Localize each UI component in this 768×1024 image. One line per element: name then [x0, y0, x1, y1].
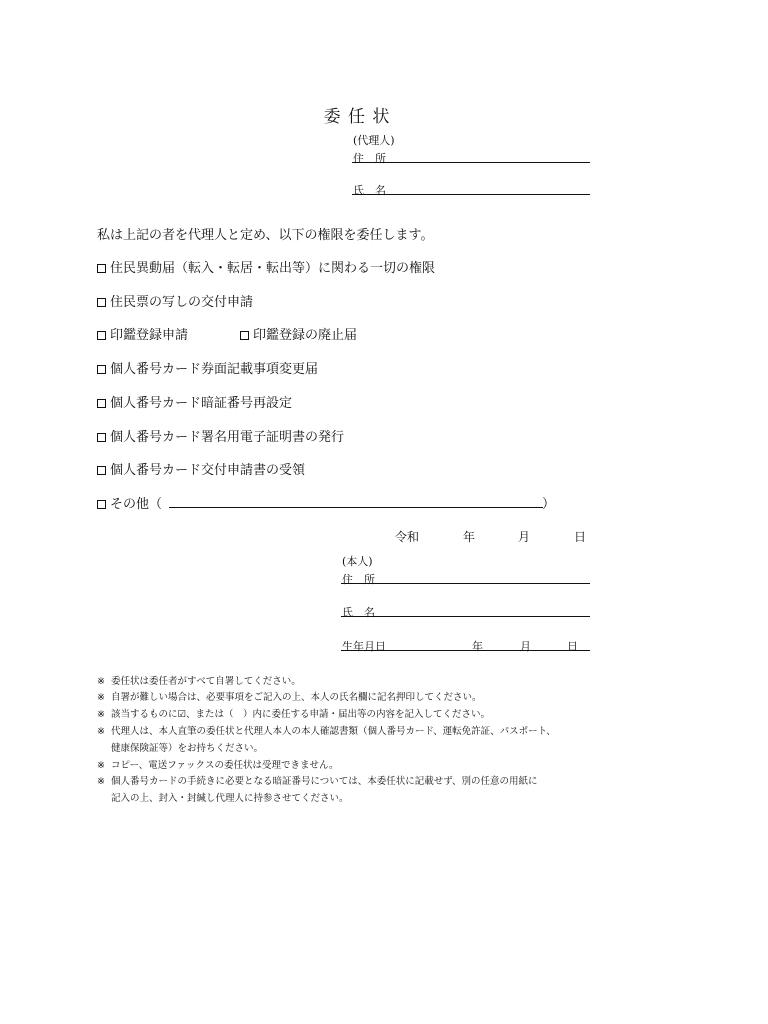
birthdate-month: 月 — [520, 640, 531, 653]
birthdate-day: 日 — [567, 640, 578, 653]
checkbox[interactable] — [97, 298, 106, 307]
date-day: 日 — [574, 530, 587, 544]
document-title: 委 任 状 — [323, 107, 391, 127]
checkbox-item-card-change[interactable] — [97, 358, 318, 377]
checkbox-item-relocation[interactable] — [97, 257, 435, 276]
checkbox-item-signature-cert[interactable] — [97, 426, 344, 445]
agent-name-field[interactable] — [352, 194, 590, 195]
birthdate-field[interactable] — [341, 650, 590, 651]
note-4-continued: 健康保険証等）をお持ちください。 — [111, 743, 264, 754]
note-text: コピー、電送ファックスの委任状は受理できません。 — [111, 760, 339, 771]
checkbox[interactable] — [97, 365, 106, 374]
agent-heading: (代理人) — [353, 134, 395, 147]
checkbox-item-seal-registration[interactable] — [97, 324, 188, 343]
agent-address-field[interactable] — [352, 162, 590, 163]
agent-name-label: 氏 名 — [353, 184, 386, 197]
birthdate-year: 年 — [472, 640, 483, 653]
note-mark: ※ — [97, 676, 105, 687]
other-details-field[interactable] — [169, 507, 543, 508]
note-text: 該当するものに☑、または（ ）内に委任する申請・届出等の内容を記入してください。 — [111, 709, 491, 720]
note-mark: ※ — [97, 760, 105, 771]
note-3 — [97, 706, 490, 720]
checkbox[interactable] — [97, 500, 106, 509]
checkbox-label: 個人番号カード券面記載事項変更届 — [110, 362, 319, 377]
date-year: 年 — [463, 530, 476, 544]
principal-address-field[interactable] — [341, 583, 590, 584]
note-text: 個人番号カードの手続きに必要となる暗証番号については、本委任状に記載せず、別の任意の用紙に — [111, 776, 538, 787]
checkbox-label: 個人番号カード署名用電子証明書の発行 — [110, 430, 345, 445]
checkbox[interactable] — [97, 433, 106, 442]
note-text: 代理人は、本人直筆の委任状と代理人本人の本人確認書類（個人番号カード、運転免許証、パスポート、 — [111, 726, 556, 737]
checkbox[interactable] — [97, 466, 106, 475]
checkbox-item-pin-reset[interactable] — [97, 392, 292, 411]
checkbox[interactable] — [97, 264, 106, 273]
checkbox-item-residence-copy[interactable] — [97, 291, 253, 310]
note-2 — [97, 689, 482, 703]
note-mark: ※ — [97, 726, 105, 737]
principal-heading: (本人) — [342, 555, 373, 568]
agent-address-label: 住 所 — [353, 152, 386, 165]
checkbox-label: 住民異動届（転入・転居・転出等）に関わる一切の権限 — [110, 261, 436, 276]
note-1 — [97, 673, 301, 687]
checkbox-label: 住民票の写しの交付申請 — [110, 295, 254, 310]
checkbox-item-seal-abolition[interactable] — [240, 324, 357, 343]
note-6 — [97, 773, 538, 787]
checkbox-item-other[interactable] — [97, 493, 162, 512]
note-text: 自署が難しい場合は、必要事項をご記入の上、本人の氏名欄に記名押印してください。 — [111, 692, 482, 703]
declaration-text: 私は上記の者を代理人と定め、以下の権限を委任します。 — [97, 228, 434, 243]
birthdate-label: 生年月日 — [342, 640, 386, 653]
checkbox-label: 個人番号カード交付申請書の受領 — [110, 463, 306, 478]
note-6-continued: 記入の上、封入・封緘し代理人に持参させてください。 — [111, 793, 349, 804]
checkbox-label: 印鑑登録申請 — [110, 328, 189, 343]
checkbox[interactable] — [97, 399, 106, 408]
principal-name-label: 氏 名 — [342, 606, 375, 619]
checkbox-label: 印鑑登録の廃止届 — [253, 328, 358, 343]
checkbox-label: その他（ — [110, 497, 163, 512]
other-close-paren: ） — [542, 497, 556, 512]
checkbox[interactable] — [240, 331, 249, 340]
checkbox-label: 個人番号カード暗証番号再設定 — [110, 396, 293, 411]
principal-address-label: 住 所 — [342, 573, 375, 586]
checkbox-item-card-receipt[interactable] — [97, 459, 305, 478]
note-mark: ※ — [97, 692, 105, 703]
note-5 — [97, 757, 339, 771]
date-era: 令和 — [395, 530, 420, 544]
principal-name-field[interactable] — [341, 616, 590, 617]
note-text: 委任状は委任者がすべて自署してください。 — [111, 676, 301, 687]
checkbox[interactable] — [97, 331, 106, 340]
note-4 — [97, 723, 556, 737]
date-month: 月 — [518, 530, 531, 544]
note-mark: ※ — [97, 709, 105, 720]
note-mark: ※ — [97, 776, 105, 787]
